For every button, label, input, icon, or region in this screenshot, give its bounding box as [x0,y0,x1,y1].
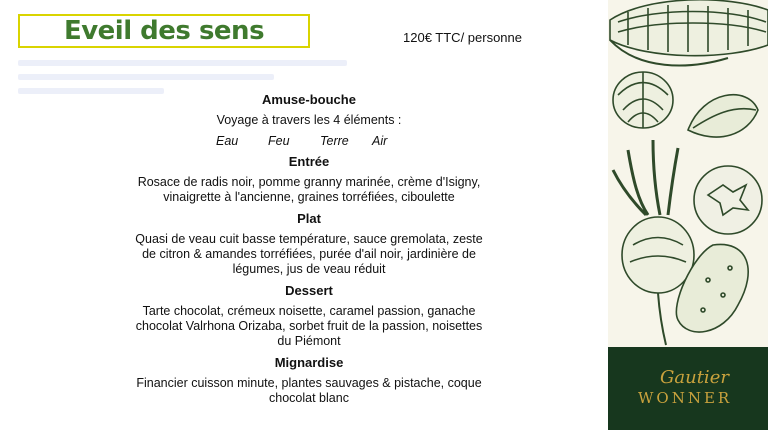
element-eau: Eau [216,134,239,148]
plat-text: Quasi de veau cuit basse température, sauce gremolata, zeste de citron & amandes torréfiées, purée d'ail noir, jardinière de légumes, jus de veau réduit [135,232,483,276]
leaf-icon [688,95,758,137]
element-terre: Terre [320,134,349,148]
vegetable-illustration [608,0,768,347]
brand-wordmark: WONNER [638,389,733,407]
menu-title: Eveil des sens [63,16,265,46]
menu-price: 120€ TTC/ personne [403,30,522,45]
mignardise-title: Mignardise [274,355,344,370]
element-feu: Feu [268,134,290,148]
brand-script-logo: Gautier [660,367,729,388]
dessert-text: Tarte chocolat, crémeux noisette, caramel passion, ganache chocolat Valrhona Orizaba, sorbet fruit de la passion, noisettes du Piémont [135,304,483,348]
amuse-bouche-text: Voyage à travers les 4 éléments : [216,113,402,127]
entree-text: Rosace de radis noir, pomme granny marinée, crème d'Isigny, vinaigrette à l'ancienne, graines torréfiées, ciboulette [137,175,481,204]
mignardise-text: Financier cuisson minute, plantes sauvages & pistache, coque chocolat blanc [136,376,482,405]
dessert-title: Dessert [285,283,333,298]
corn-icon [610,0,768,65]
amuse-bouche-title: Amuse-bouche [262,92,356,107]
elements-list [130,134,488,148]
entree-title: Entrée [288,154,330,169]
artichoke-icon [613,72,673,128]
tomato-icon [694,166,762,234]
plat-title: Plat [297,211,321,226]
brand-block [608,347,768,430]
menu-title-box [18,14,310,48]
menu-content [130,88,488,412]
element-air: Air [372,134,388,148]
